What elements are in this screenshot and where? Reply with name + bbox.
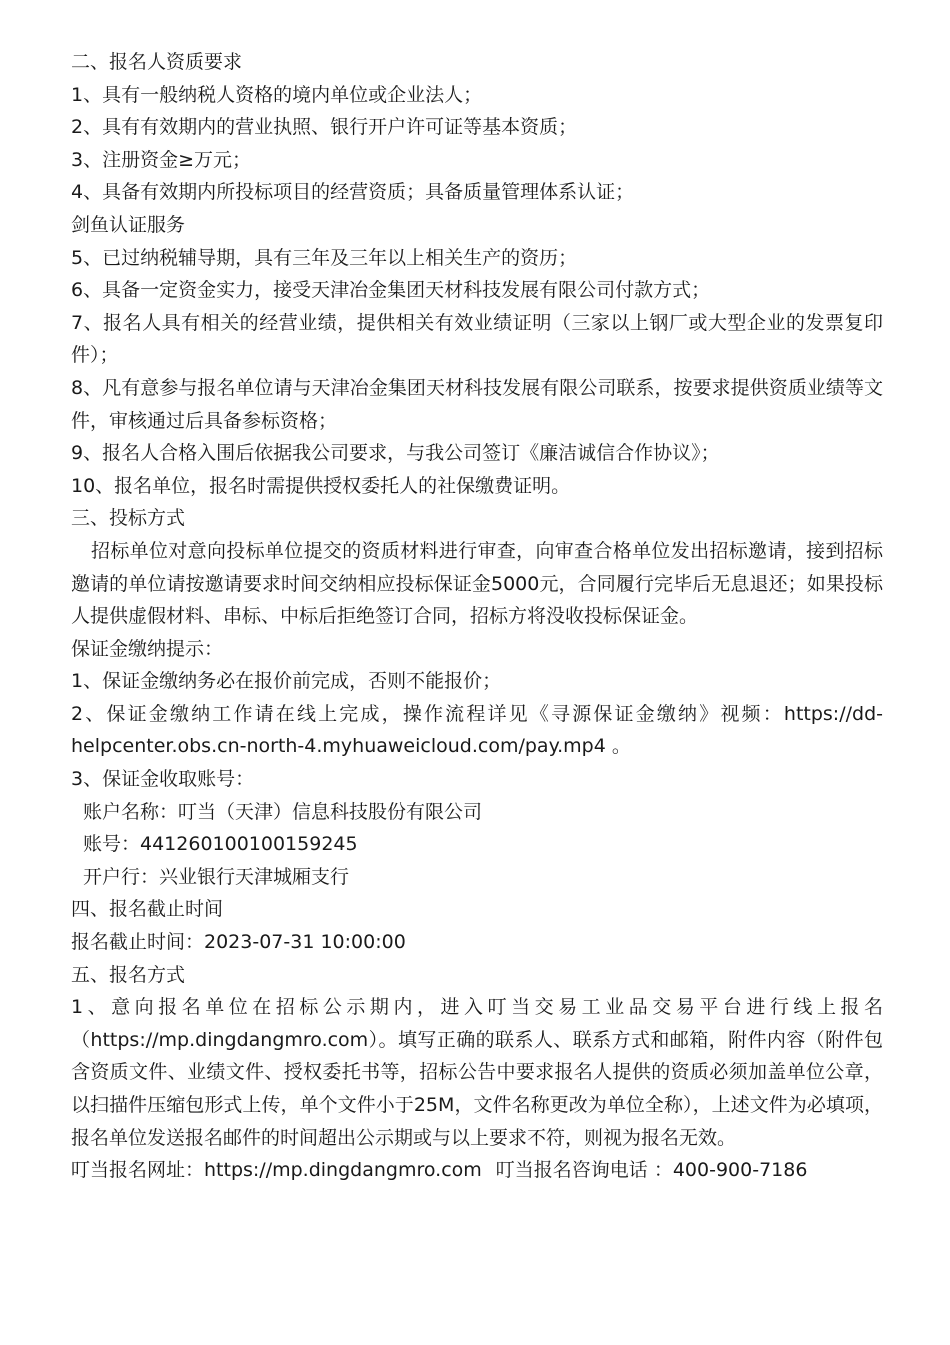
qualification-item: 2、具有有效期内的营业执照、银行开户许可证等基本资质； (71, 116, 578, 139)
deposit-item: 1、保证金缴纳务必在报价前完成，否则不能报价； (71, 670, 502, 693)
account-bank: 开户行：兴业银行天津城厢支行 (83, 865, 350, 888)
section-heading-deadline: 四、报名截止时间 (71, 898, 224, 921)
qualification-item: 1、具有一般纳税人资格的境内单位或企业法人； (71, 83, 483, 106)
registration-phone: 叮当报名咨询电话 ：400-900-7186 (495, 1159, 808, 1182)
registration-website-link[interactable]: 叮当报名网址：https://mp.dingdangmro.com (71, 1159, 482, 1182)
deposit-item: 3、保证金收取账号： (71, 768, 255, 791)
account-number: 账号：441260100100159245 (83, 833, 358, 856)
qualification-item: 9、报名人合格入围后依据我公司要求，与我公司签订《廉洁诚信合作协议》； (71, 442, 720, 465)
contact-line (71, 1154, 883, 1187)
registration-paragraph: 1、意向报名单位在招标公示期内，进入叮当交易工业品交易平台进行线上报名（https://mp.dingdangmro.com）。填写正确的联系人、联系方式和邮箱，附件内容（附件包含资质文件、业绩文件、授权委托书等，招标公告中要求报名人提供的资质必须加盖单位公章，以扫描件压缩包形式上传，单个文件小于25M，文件名称更改为单位全称），上述文件为必填项，报名单位发送报名邮件的时间超出公示期或与以上要求不符，则视为报名无效。 (71, 996, 883, 1149)
document-body (71, 46, 883, 1187)
qualification-item: 3、注册资金≥万元； (71, 148, 252, 171)
qualification-item: 8、凡有意参与报名单位请与天津冶金集团天材科技发展有限公司联系，按要求提供资质业绩等文件，审核通过后具备参标资格； (71, 376, 883, 432)
bidding-method-paragraph: 招标单位对意向投标单位提交的资质材料进行审查，向审查合格单位发出招标邀请，接到招标邀请的单位请按邀请要求时间交纳相应投标保证金5000元，合同履行完毕后无息退还；如果投标人提供虚假材料、串标、中标后拒绝签订合同，招标方将没收投标保证金。 (71, 539, 883, 628)
certification-service-link[interactable]: 剑鱼认证服务 (71, 213, 186, 236)
qualification-item: 10、报名单位，报名时需提供授权委托人的社保缴费证明。 (71, 474, 571, 497)
qualification-item: 7、报名人具有相关的经营业绩，提供相关有效业绩证明（三家以上钢厂或大型企业的发票复印件）； (71, 311, 883, 367)
qualification-item: 4、具备有效期内所投标项目的经营资质；具备质量管理体系认证； (71, 181, 635, 204)
section-heading-qualifications: 二、报名人资质要求 (71, 51, 243, 73)
section-heading-bidding-method: 三、投标方式 (71, 507, 186, 530)
account-name: 账户名称：叮当（天津）信息科技股份有限公司 (83, 800, 483, 823)
deposit-item-video-link[interactable]: 2、保证金缴纳工作请在线上完成，操作流程详见《寻源保证金缴纳》视频：https://dd-helpcenter.obs.cn-north-4.myhuaweicloud.com/pay.mp4 。 (71, 702, 883, 758)
qualification-item: 5、已过纳税辅导期，具有三年及三年以上相关生产的资历； (71, 246, 578, 269)
deposit-tip-label: 保证金缴纳提示： (71, 637, 224, 660)
section-heading-registration: 五、报名方式 (71, 963, 186, 986)
deadline-text: 报名截止时间：2023-07-31 10:00:00 (71, 931, 406, 954)
qualification-item: 6、具备一定资金实力，接受天津冶金集团天材科技发展有限公司付款方式； (71, 279, 711, 302)
